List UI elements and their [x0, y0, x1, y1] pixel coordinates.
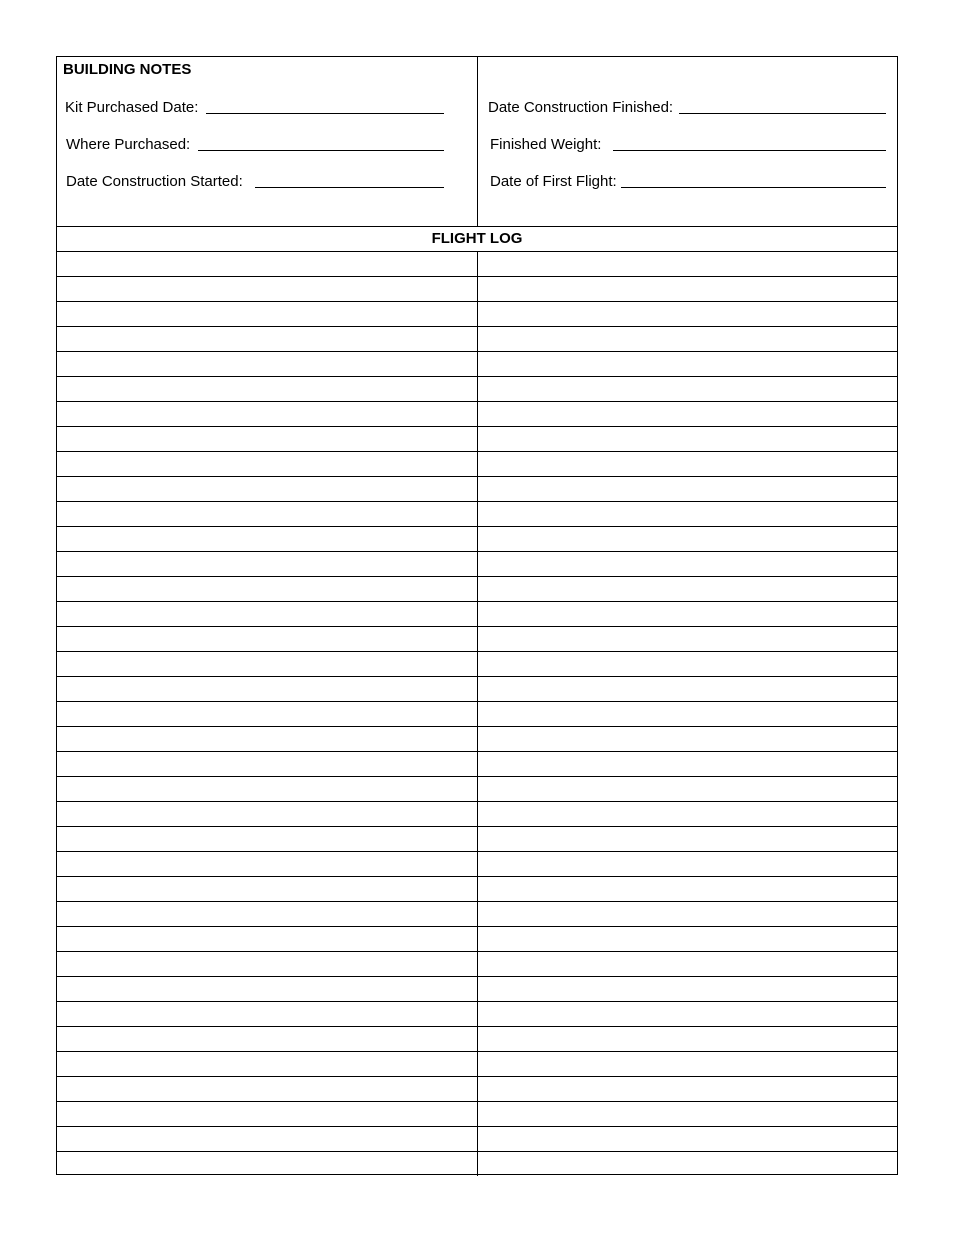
finished-weight-blank[interactable] [613, 149, 886, 151]
flight-log-cell-left[interactable] [57, 902, 478, 926]
flight-log-row [57, 1127, 897, 1152]
flight-log-row [57, 327, 897, 352]
flight-log-row [57, 752, 897, 777]
flight-log-row [57, 927, 897, 952]
flight-log-cell-left[interactable] [57, 677, 478, 701]
flight-log-cell-left[interactable] [57, 377, 478, 401]
flight-log-row [57, 277, 897, 302]
flight-log-cell-right[interactable] [478, 427, 897, 451]
flight-log-cell-left[interactable] [57, 552, 478, 576]
flight-log-cell-left[interactable] [57, 577, 478, 601]
date-of-first-flight-field [490, 171, 886, 191]
flight-log-cell-right[interactable] [478, 327, 897, 351]
flight-log-row [57, 802, 897, 827]
flight-log-row [57, 852, 897, 877]
flight-log-row [57, 427, 897, 452]
flight-log-cell-left[interactable] [57, 502, 478, 526]
flight-log-cell-left[interactable] [57, 1152, 478, 1176]
flight-log-row [57, 1077, 897, 1102]
flight-log-cell-right[interactable] [478, 877, 897, 901]
date-construction-started-blank[interactable] [255, 186, 444, 188]
date-construction-started-field [66, 171, 444, 191]
flight-log-cell-right[interactable] [478, 977, 897, 1001]
flight-log-cell-left[interactable] [57, 277, 478, 301]
flight-log-cell-right[interactable] [478, 952, 897, 976]
building-flight-form [56, 56, 898, 1175]
flight-log-cell-right[interactable] [478, 777, 897, 801]
flight-log-row [57, 502, 897, 527]
flight-log-row [57, 652, 897, 677]
flight-log-cell-right[interactable] [478, 727, 897, 751]
date-of-first-flight-label: Date of First Flight: [490, 173, 617, 190]
flight-log-cell-left[interactable] [57, 927, 478, 951]
flight-log-cell-left[interactable] [57, 827, 478, 851]
flight-log-cell-right[interactable] [478, 352, 897, 376]
flight-log-row [57, 877, 897, 902]
flight-log-cell-left[interactable] [57, 877, 478, 901]
where-purchased-field [66, 134, 444, 154]
flight-log-cell-left[interactable] [57, 852, 478, 876]
flight-log-cell-left[interactable] [57, 427, 478, 451]
flight-log-cell-right[interactable] [478, 1102, 897, 1126]
flight-log-row [57, 1102, 897, 1127]
flight-log-cell-right[interactable] [478, 1002, 897, 1026]
flight-log-cell-right[interactable] [478, 602, 897, 626]
flight-log-cell-right[interactable] [478, 852, 897, 876]
flight-log-cell-right[interactable] [478, 452, 897, 476]
where-purchased-label: Where Purchased: [66, 136, 191, 153]
finished-weight-label: Finished Weight: [490, 136, 602, 153]
flight-log-cell-left[interactable] [57, 527, 478, 551]
flight-log-cell-right[interactable] [478, 277, 897, 301]
flight-log-cell-right[interactable] [478, 902, 897, 926]
flight-log-row [57, 727, 897, 752]
flight-log-row [57, 677, 897, 702]
flight-log-cell-right[interactable] [478, 1127, 897, 1151]
flight-log-row [57, 702, 897, 727]
date-construction-finished-blank[interactable] [679, 112, 886, 114]
flight-log-cell-left[interactable] [57, 402, 478, 426]
flight-log-cell-left[interactable] [57, 952, 478, 976]
flight-log-cell-left[interactable] [57, 752, 478, 776]
flight-log-row [57, 952, 897, 977]
notes-column-divider [477, 57, 478, 226]
flight-log-row [57, 402, 897, 427]
flight-log-cell-left[interactable] [57, 977, 478, 1001]
flight-log-cell-right[interactable] [478, 1152, 897, 1176]
where-purchased-blank[interactable] [198, 149, 444, 151]
flight-log-cell-right[interactable] [478, 827, 897, 851]
flight-log-row [57, 627, 897, 652]
flight-log-row [57, 552, 897, 577]
flight-log-cell-right[interactable] [478, 402, 897, 426]
date-construction-finished-field [488, 97, 886, 117]
flight-log-cell-left[interactable] [57, 702, 478, 726]
kit-purchased-date-blank[interactable] [206, 112, 444, 114]
flight-log-cell-left[interactable] [57, 802, 478, 826]
flight-log-row [57, 777, 897, 802]
flight-log-cell-right[interactable] [478, 1027, 897, 1051]
flight-log-cell-right[interactable] [478, 302, 897, 326]
flight-log-cell-right[interactable] [478, 577, 897, 601]
flight-log-row [57, 477, 897, 502]
flight-log-cell-left[interactable] [57, 1127, 478, 1151]
flight-log-cell-left[interactable] [57, 627, 478, 651]
building-notes-title: BUILDING NOTES [63, 61, 192, 78]
flight-log-cell-left[interactable] [57, 252, 478, 276]
flight-log-cell-right[interactable] [478, 752, 897, 776]
flight-log-cell-right[interactable] [478, 377, 897, 401]
flight-log-row [57, 977, 897, 1002]
flight-log-row [57, 602, 897, 627]
kit-purchased-date-field [65, 97, 444, 117]
flight-log-cell-right[interactable] [478, 677, 897, 701]
flight-log-row [57, 1002, 897, 1027]
flight-log-cell-left[interactable] [57, 1002, 478, 1026]
flight-log-cell-left[interactable] [57, 327, 478, 351]
flight-log-cell-right[interactable] [478, 252, 897, 276]
flight-log-row [57, 827, 897, 852]
flight-log-row [57, 902, 897, 927]
kit-purchased-date-label: Kit Purchased Date: [65, 99, 199, 116]
flight-log-cell-left[interactable] [57, 727, 478, 751]
flight-log-row [57, 1052, 897, 1077]
flight-log-row [57, 302, 897, 327]
flight-log-table [57, 252, 897, 1174]
flight-log-cell-right[interactable] [478, 552, 897, 576]
flight-log-cell-left[interactable] [57, 1077, 478, 1101]
flight-log-cell-left[interactable] [57, 777, 478, 801]
flight-log-cell-right[interactable] [478, 702, 897, 726]
date-construction-started-label: Date Construction Started: [66, 173, 243, 190]
flight-log-row [57, 377, 897, 402]
date-construction-finished-label: Date Construction Finished: [488, 99, 674, 116]
flight-log-cell-right[interactable] [478, 527, 897, 551]
flight-log-cell-left[interactable] [57, 477, 478, 501]
flight-log-cell-left[interactable] [57, 1027, 478, 1051]
flight-log-cell-left[interactable] [57, 652, 478, 676]
flight-log-cell-right[interactable] [478, 652, 897, 676]
flight-log-title: FLIGHT LOG [57, 226, 897, 252]
flight-log-row [57, 252, 897, 277]
flight-log-row [57, 352, 897, 377]
flight-log-cell-left[interactable] [57, 352, 478, 376]
finished-weight-field [490, 134, 886, 154]
flight-log-row [57, 577, 897, 602]
flight-log-row [57, 452, 897, 477]
flight-log-row [57, 1027, 897, 1052]
flight-log-cell-right[interactable] [478, 927, 897, 951]
flight-log-cell-right[interactable] [478, 502, 897, 526]
flight-log-cell-right[interactable] [478, 1052, 897, 1076]
flight-log-cell-left[interactable] [57, 602, 478, 626]
flight-log-cell-right[interactable] [478, 477, 897, 501]
building-notes-section [57, 57, 897, 227]
flight-log-cell-right[interactable] [478, 802, 897, 826]
flight-log-row [57, 527, 897, 552]
flight-log-cell-left[interactable] [57, 452, 478, 476]
date-of-first-flight-blank[interactable] [621, 186, 886, 188]
flight-log-cell-right[interactable] [478, 627, 897, 651]
flight-log-cell-left[interactable] [57, 1052, 478, 1076]
flight-log-cell-left[interactable] [57, 1102, 478, 1126]
flight-log-cell-right[interactable] [478, 1077, 897, 1101]
flight-log-cell-left[interactable] [57, 302, 478, 326]
flight-log-row [57, 1152, 897, 1176]
